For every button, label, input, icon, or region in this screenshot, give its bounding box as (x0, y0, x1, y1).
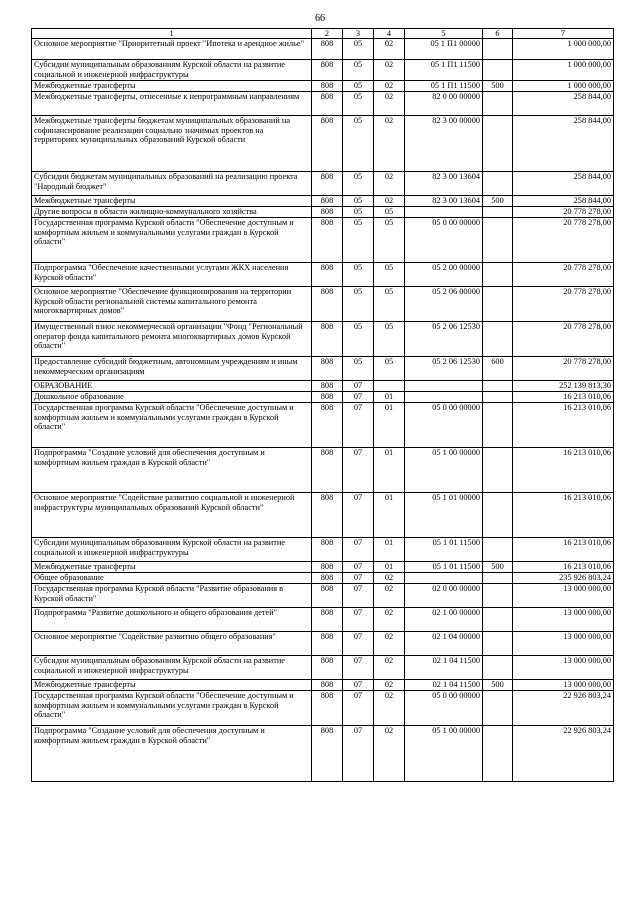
row-name-cell: Государственная программа Курской области "Развитие образования в Курской области" (32, 584, 312, 608)
table-row (32, 81, 614, 92)
table-row (32, 381, 614, 392)
row-vr-cell (483, 573, 513, 584)
header-cell: 2 (312, 29, 343, 39)
row-podrazdel-cell (374, 381, 405, 392)
row-csr-cell: 05 1 01 11500 (405, 538, 483, 562)
row-sum-cell: 20 778 278,00 (513, 322, 614, 357)
row-vr-cell (483, 263, 513, 287)
row-sum-cell: 1 000 000,00 (513, 39, 614, 60)
row-csr-cell: 05 1 П1 11500 (405, 81, 483, 92)
row-podrazdel-cell: 02 (374, 573, 405, 584)
row-name-cell: Общее образование (32, 573, 312, 584)
row-name-cell: Межбюджетные трансферты, отнесенные к непрограммным направлениям (32, 92, 312, 116)
table-row (32, 218, 614, 263)
row-csr-cell: 02 1 00 00000 (405, 608, 483, 632)
row-name-cell: Субсидии муниципальным образованиям Курской области на развитие социальной и инженерной инфраструктуры (32, 60, 312, 81)
row-podrazdel-cell: 02 (374, 726, 405, 782)
row-podrazdel-cell: 01 (374, 538, 405, 562)
row-ved-cell: 808 (312, 632, 343, 656)
row-name-cell: Другие вопросы в области жилищно-коммунального хозяйства (32, 207, 312, 218)
table-row (32, 608, 614, 632)
row-podrazdel-cell: 01 (374, 562, 405, 573)
row-sum-cell: 22 926 803,24 (513, 691, 614, 726)
row-razdel-cell: 05 (343, 172, 374, 196)
row-ved-cell: 808 (312, 287, 343, 322)
row-vr-cell (483, 381, 513, 392)
row-name-cell: Подпрограмма "Обеспечение качественными услугами ЖКХ населения Курской области" (32, 263, 312, 287)
row-podrazdel-cell: 01 (374, 403, 405, 448)
row-csr-cell: 05 1 00 00000 (405, 448, 483, 493)
row-ved-cell: 808 (312, 726, 343, 782)
row-vr-cell (483, 39, 513, 60)
row-vr-cell (483, 392, 513, 403)
row-ved-cell: 808 (312, 403, 343, 448)
row-sum-cell: 22 926 803,24 (513, 726, 614, 782)
row-vr-cell (483, 218, 513, 263)
row-sum-cell: 13 000 000,00 (513, 656, 614, 680)
row-podrazdel-cell: 01 (374, 392, 405, 403)
row-vr-cell: 500 (483, 562, 513, 573)
row-name-cell: Межбюджетные трансферты (32, 562, 312, 573)
row-csr-cell: 82 3 00 00000 (405, 116, 483, 172)
row-name-cell: Межбюджетные трансферты (32, 196, 312, 207)
row-sum-cell: 16 213 010,06 (513, 538, 614, 562)
row-vr-cell: 600 (483, 357, 513, 381)
budget-table (31, 28, 614, 782)
table-row (32, 39, 614, 60)
row-ved-cell: 808 (312, 60, 343, 81)
row-name-cell: ОБРАЗОВАНИЕ (32, 381, 312, 392)
row-vr-cell (483, 322, 513, 357)
row-sum-cell: 16 213 010,06 (513, 403, 614, 448)
row-ved-cell: 808 (312, 196, 343, 207)
row-razdel-cell: 07 (343, 584, 374, 608)
row-vr-cell (483, 448, 513, 493)
row-razdel-cell: 07 (343, 448, 374, 493)
row-sum-cell: 20 778 278,00 (513, 357, 614, 381)
row-ved-cell: 808 (312, 381, 343, 392)
row-sum-cell: 13 000 000,00 (513, 608, 614, 632)
row-vr-cell (483, 632, 513, 656)
row-razdel-cell: 07 (343, 726, 374, 782)
row-csr-cell: 02 1 04 11500 (405, 656, 483, 680)
row-razdel-cell: 05 (343, 39, 374, 60)
row-csr-cell: 82 0 00 00000 (405, 92, 483, 116)
row-sum-cell: 16 213 010,06 (513, 448, 614, 493)
row-razdel-cell: 07 (343, 493, 374, 538)
row-podrazdel-cell: 01 (374, 493, 405, 538)
row-podrazdel-cell: 02 (374, 680, 405, 691)
table-row (32, 392, 614, 403)
row-sum-cell: 20 778 278,00 (513, 207, 614, 218)
row-razdel-cell: 05 (343, 92, 374, 116)
row-ved-cell: 808 (312, 691, 343, 726)
row-csr-cell: 05 0 00 00000 (405, 691, 483, 726)
row-vr-cell (483, 538, 513, 562)
row-csr-cell: 82 3 00 13604 (405, 196, 483, 207)
row-csr-cell: 05 2 06 12530 (405, 322, 483, 357)
row-name-cell: Субсидии муниципальным образованиям Курской области на развитие социальной и инженерной инфраструктуры (32, 538, 312, 562)
row-name-cell: Предоставление субсидий бюджетным, автономным учреждениям и иным некоммерческим организациям (32, 357, 312, 381)
row-razdel-cell: 05 (343, 322, 374, 357)
row-name-cell: Имущественный взнос некоммерческой организации "Фонд "Региональный оператор фонда капитального ремонта многоквартирных домов Курской области" (32, 322, 312, 357)
row-vr-cell (483, 403, 513, 448)
header-cell: 6 (483, 29, 513, 39)
row-csr-cell (405, 381, 483, 392)
row-razdel-cell: 05 (343, 263, 374, 287)
row-ved-cell: 808 (312, 357, 343, 381)
row-podrazdel-cell: 01 (374, 448, 405, 493)
row-csr-cell: 05 1 01 11500 (405, 562, 483, 573)
table-row (32, 287, 614, 322)
row-razdel-cell: 07 (343, 573, 374, 584)
row-csr-cell: 05 2 00 00000 (405, 263, 483, 287)
row-razdel-cell: 07 (343, 538, 374, 562)
row-podrazdel-cell: 02 (374, 60, 405, 81)
row-razdel-cell: 07 (343, 608, 374, 632)
row-ved-cell: 808 (312, 392, 343, 403)
row-csr-cell: 05 1 00 00000 (405, 726, 483, 782)
row-ved-cell: 808 (312, 493, 343, 538)
row-ved-cell: 808 (312, 92, 343, 116)
row-csr-cell: 02 1 04 00000 (405, 632, 483, 656)
table-row (32, 116, 614, 172)
table-row (32, 493, 614, 538)
row-razdel-cell: 07 (343, 680, 374, 691)
table-row (32, 60, 614, 81)
table-row (32, 584, 614, 608)
row-podrazdel-cell: 02 (374, 196, 405, 207)
table-row (32, 403, 614, 448)
row-csr-cell: 05 1 П1 11500 (405, 60, 483, 81)
row-razdel-cell: 05 (343, 287, 374, 322)
row-sum-cell: 20 778 278,00 (513, 263, 614, 287)
row-sum-cell: 20 778 278,00 (513, 287, 614, 322)
row-name-cell: Государственная программа Курской области "Обеспечение доступным и комфортным жильем и коммунальными услугами граждан в Курской области" (32, 403, 312, 448)
row-vr-cell (483, 92, 513, 116)
row-sum-cell: 258 844,00 (513, 196, 614, 207)
table-row (32, 196, 614, 207)
row-csr-cell: 05 0 00 00000 (405, 403, 483, 448)
row-sum-cell: 16 213 010,06 (513, 493, 614, 538)
row-vr-cell (483, 493, 513, 538)
header-cell: 4 (374, 29, 405, 39)
row-csr-cell (405, 392, 483, 403)
row-csr-cell: 82 3 00 13604 (405, 172, 483, 196)
row-podrazdel-cell: 05 (374, 287, 405, 322)
row-sum-cell: 13 000 000,00 (513, 632, 614, 656)
row-ved-cell: 808 (312, 608, 343, 632)
row-podrazdel-cell: 02 (374, 584, 405, 608)
row-ved-cell: 808 (312, 538, 343, 562)
table-row (32, 562, 614, 573)
row-csr-cell: 05 1 01 00000 (405, 493, 483, 538)
row-name-cell: Основное мероприятие "Обеспечение функционирования на территории Курской области региональной системы капитального ремонта многоквартирных домов" (32, 287, 312, 322)
row-ved-cell: 808 (312, 680, 343, 691)
row-name-cell: Межбюджетные трансферты (32, 680, 312, 691)
row-podrazdel-cell: 02 (374, 81, 405, 92)
row-ved-cell: 808 (312, 322, 343, 357)
row-sum-cell: 13 000 000,00 (513, 584, 614, 608)
row-vr-cell: 500 (483, 680, 513, 691)
row-sum-cell: 20 778 278,00 (513, 218, 614, 263)
row-name-cell: Дошкольное образование (32, 392, 312, 403)
row-vr-cell (483, 726, 513, 782)
row-name-cell: Основное мероприятие "Содействие развитию общего образования" (32, 632, 312, 656)
row-podrazdel-cell: 05 (374, 357, 405, 381)
row-razdel-cell: 05 (343, 357, 374, 381)
row-vr-cell (483, 60, 513, 81)
row-name-cell: Подпрограмма "Развитие дошкольного и общего образования детей" (32, 608, 312, 632)
row-vr-cell (483, 691, 513, 726)
row-ved-cell: 808 (312, 116, 343, 172)
table-row (32, 322, 614, 357)
row-razdel-cell: 07 (343, 632, 374, 656)
row-razdel-cell: 05 (343, 218, 374, 263)
row-ved-cell: 808 (312, 562, 343, 573)
row-ved-cell: 808 (312, 207, 343, 218)
row-razdel-cell: 07 (343, 392, 374, 403)
row-vr-cell (483, 207, 513, 218)
row-razdel-cell: 05 (343, 60, 374, 81)
table-row (32, 573, 614, 584)
row-vr-cell: 500 (483, 81, 513, 92)
table-row (32, 538, 614, 562)
row-ved-cell: 808 (312, 584, 343, 608)
row-sum-cell: 258 844,00 (513, 92, 614, 116)
table-row (32, 263, 614, 287)
header-cell: 3 (343, 29, 374, 39)
row-csr-cell: 05 0 00 00000 (405, 218, 483, 263)
row-csr-cell: 02 1 04 11500 (405, 680, 483, 691)
row-ved-cell: 808 (312, 573, 343, 584)
row-ved-cell: 808 (312, 81, 343, 92)
row-sum-cell: 235 926 803,24 (513, 573, 614, 584)
row-csr-cell (405, 573, 483, 584)
table-row (32, 448, 614, 493)
row-razdel-cell: 07 (343, 381, 374, 392)
row-name-cell: Подпрограмма "Создание условий для обеспечения доступным и комфортным жильем граждан в Курской области" (32, 448, 312, 493)
row-name-cell: Межбюджетные трансферты бюджетам муниципальных образований на софинансирование реализации социально значимых проектов на территориях муниципальных образований Курской области (32, 116, 312, 172)
row-sum-cell: 1 000 000,00 (513, 60, 614, 81)
row-sum-cell: 13 000 000,00 (513, 680, 614, 691)
row-razdel-cell: 05 (343, 207, 374, 218)
row-podrazdel-cell: 02 (374, 172, 405, 196)
table-row (32, 207, 614, 218)
row-name-cell: Межбюджетные трансферты (32, 81, 312, 92)
row-podrazdel-cell: 02 (374, 116, 405, 172)
row-csr-cell: 05 2 06 00000 (405, 287, 483, 322)
row-name-cell: Подпрограмма "Создание условий для обеспечения доступным и комфортным жильем граждан в Курской области" (32, 726, 312, 782)
table-row (32, 92, 614, 116)
row-razdel-cell: 07 (343, 562, 374, 573)
row-vr-cell: 500 (483, 196, 513, 207)
row-sum-cell: 252 139 813,30 (513, 381, 614, 392)
row-vr-cell (483, 584, 513, 608)
row-vr-cell (483, 656, 513, 680)
row-podrazdel-cell: 02 (374, 608, 405, 632)
row-ved-cell: 808 (312, 448, 343, 493)
row-name-cell: Государственная программа Курской области "Обеспечение доступным и комфортным жильем и коммунальными услугами граждан в Курской области" (32, 691, 312, 726)
table-row (32, 691, 614, 726)
row-sum-cell: 258 844,00 (513, 172, 614, 196)
row-csr-cell: 05 1 П1 00000 (405, 39, 483, 60)
row-sum-cell: 16 213 010,06 (513, 562, 614, 573)
page-number: 66 (315, 13, 325, 24)
row-ved-cell: 808 (312, 656, 343, 680)
table-row (32, 172, 614, 196)
row-podrazdel-cell: 02 (374, 39, 405, 60)
row-sum-cell: 1 000 000,00 (513, 81, 614, 92)
header-cell: 1 (32, 29, 312, 39)
row-razdel-cell: 07 (343, 656, 374, 680)
row-razdel-cell: 05 (343, 81, 374, 92)
table-row (32, 726, 614, 782)
row-razdel-cell: 05 (343, 196, 374, 207)
table-header-row (32, 29, 614, 39)
row-name-cell: Государственная программа Курской области "Обеспечение доступным и комфортным жильем и коммунальными услугами граждан в Курской области" (32, 218, 312, 263)
row-ved-cell: 808 (312, 263, 343, 287)
row-razdel-cell: 05 (343, 116, 374, 172)
row-podrazdel-cell: 05 (374, 218, 405, 263)
row-razdel-cell: 07 (343, 403, 374, 448)
row-podrazdel-cell: 02 (374, 92, 405, 116)
row-vr-cell (483, 287, 513, 322)
row-podrazdel-cell: 05 (374, 322, 405, 357)
row-ved-cell: 808 (312, 39, 343, 60)
row-name-cell: Основное мероприятие "Приоритетный проект "Ипотека и арендное жилье" (32, 39, 312, 60)
table-row (32, 357, 614, 381)
table-row (32, 632, 614, 656)
row-csr-cell: 05 2 06 12530 (405, 357, 483, 381)
row-name-cell: Субсидии бюджетам муниципальных образований на реализацию проекта "Народный бюджет" (32, 172, 312, 196)
row-podrazdel-cell: 02 (374, 656, 405, 680)
row-vr-cell (483, 172, 513, 196)
row-sum-cell: 16 213 010,06 (513, 392, 614, 403)
row-csr-cell (405, 207, 483, 218)
row-podrazdel-cell: 02 (374, 632, 405, 656)
row-sum-cell: 258 844,00 (513, 116, 614, 172)
row-podrazdel-cell: 05 (374, 263, 405, 287)
row-vr-cell (483, 116, 513, 172)
table-row (32, 656, 614, 680)
header-cell: 7 (513, 29, 614, 39)
row-ved-cell: 808 (312, 172, 343, 196)
row-ved-cell: 808 (312, 218, 343, 263)
row-podrazdel-cell: 05 (374, 207, 405, 218)
row-vr-cell (483, 608, 513, 632)
row-razdel-cell: 07 (343, 691, 374, 726)
row-name-cell: Основное мероприятие "Содействие развитию социальной и инженерной инфраструктуры муниципальных образований Курской области" (32, 493, 312, 538)
row-podrazdel-cell: 02 (374, 691, 405, 726)
table-row (32, 680, 614, 691)
header-cell: 5 (405, 29, 483, 39)
row-csr-cell: 02 0 00 00000 (405, 584, 483, 608)
row-name-cell: Субсидии муниципальным образованиям Курской области на развитие социальной и инженерной инфраструктуры (32, 656, 312, 680)
